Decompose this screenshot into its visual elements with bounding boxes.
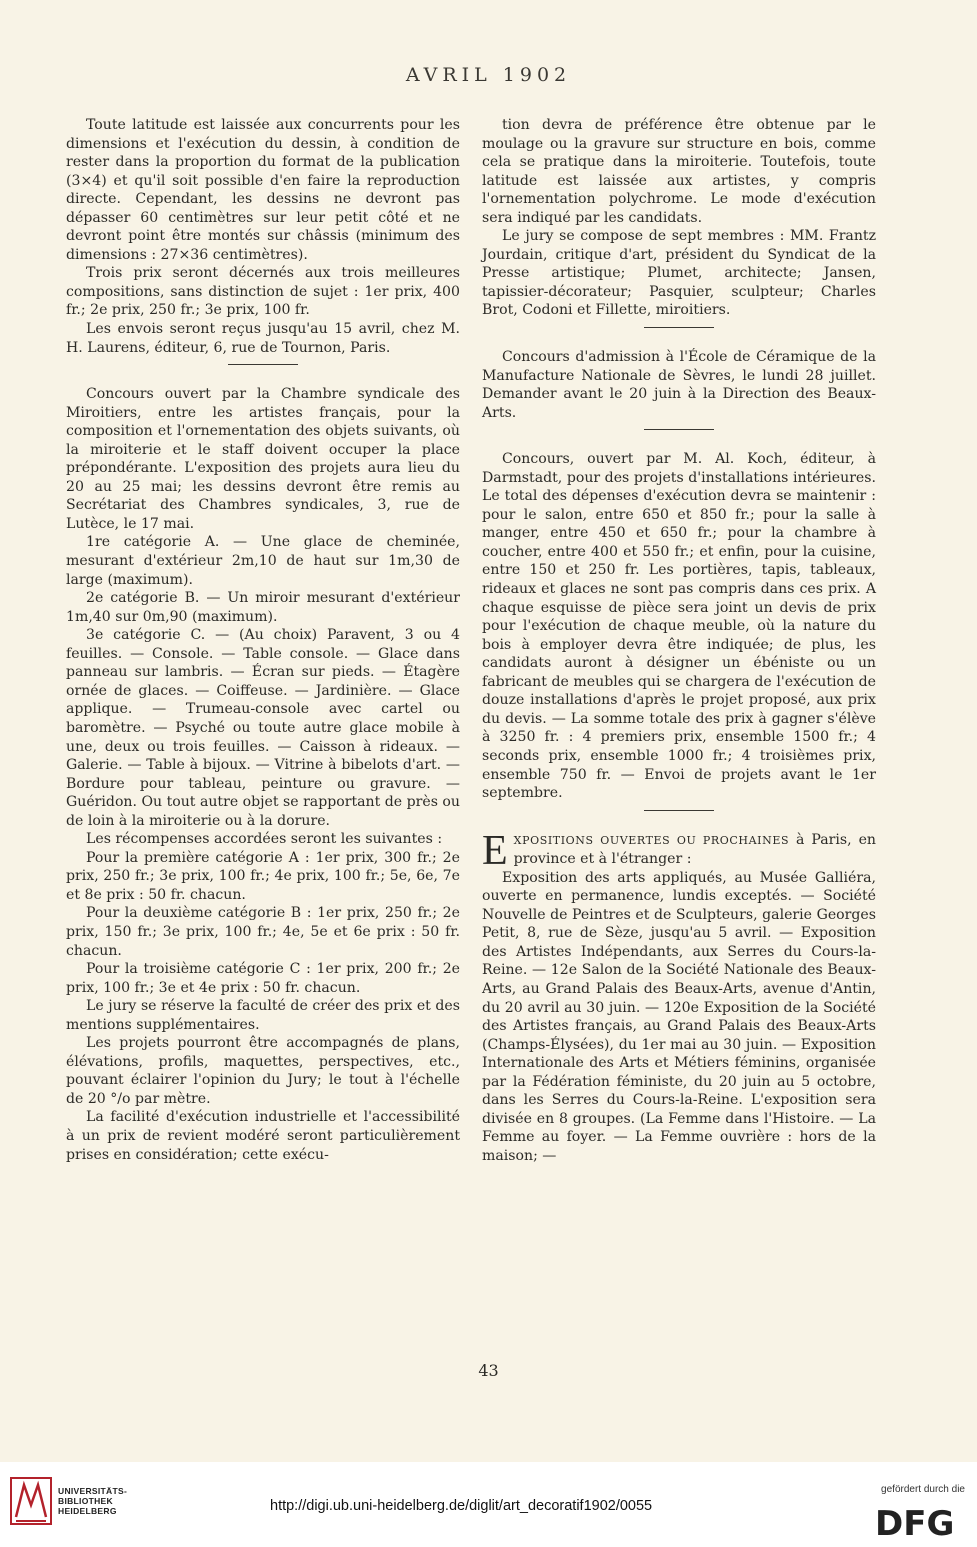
paragraph: Les projets pourront être accompagnés de plans, élévations, profils, maquettes, perspectives, etc., pouvant éclairer l'opinion du Jury; le tout à l'échelle de 20 °/o par mètre. (66, 1035, 460, 1107)
dfg-logo-text: DFG (875, 1504, 955, 1540)
paragraph: Les récompenses accordées seront les suivantes : (86, 831, 443, 848)
paragraph: Concours d'admission à l'École de Céramique de la Manufacture Nationale de Sèvres, le lundi 28 juillet. Demander avant le 20 juin à la Direction des Beaux-Arts. (482, 349, 876, 421)
university-library-logo-icon (10, 1477, 52, 1525)
running-head: AVRIL 1902 (405, 64, 572, 86)
library-name-line: BIBLIOTHEK (58, 1496, 113, 1506)
paragraph: 3e catégorie C. — (Au choix) Paravent, 3 ou 4 feuilles. — Console. — Table console. — Glace dans panneau sur lambris. — Écran sur pieds. — Étagère ornée de glaces. — Coiffeuse. — Jardinière. — Glace applique. — Trumeau-console avec cartel ou baromètre. — Psyché ou toute autre glace mobile à une, deux ou trois feuilles. — Caisson à rideaux. — Galerie. — Table à bijoux. — Vitrine à bibelots d'art. — Bordure pour tableau, peinture ou gravure. — Guéridon. Ou tout autre objet se rapportant de près ou de loin à la miroiterie ou à la dorure. (66, 627, 460, 829)
paragraph: Concours, ouvert par M. Al. Koch, éditeur, à Darmstadt, pour des projets d'installations intérieures. Le total des dépenses d'exécution devra se maintenir : pour le salon, entre 650 et 850 fr.; pour la salle à manger, entre 450 et 650 fr.; pour la chambre à coucher, entre 400 et 550 fr.; et enfin, pour la cuisine, entre 150 et 250 fr. Les portières, tapis, tableaux, rideaux et glaces ne sont pas compris dans ces prix. A chaque esquisse de pièce sera joint un devis de prix pour l'exécution de chaque meuble, où la nature du bois à employer devra être indiquée; de plus, les candidats auront à désigner un ébéniste ou un fabricant de meubles qui se chargera de l'exécution de douze installations d'après le projet proposé, aux prix du devis. — La somme totale des prix à gagner s'élève à 3250 fr. : 4 premiers prix, ensemble 1500 fr.; 4 seconds prix, ensemble 1000 fr.; 4 troisièmes prix, ensemble 750 fr. — Envoi de projets avant le 1er septembre. (482, 451, 876, 802)
paragraph: Les envois seront reçus jusqu'au 15 avril, chez M. H. Laurens, éditeur, 6, rue de Tournon, Paris. (66, 321, 460, 356)
paragraph: Le jury se réserve la faculté de créer des prix et des mentions supplémentaires. (66, 998, 460, 1033)
drop-cap: E (482, 827, 508, 874)
sponsor-text: gefördert durch die (881, 1484, 965, 1495)
dfg-logo-icon (875, 1504, 959, 1540)
left-column (66, 116, 460, 1164)
paragraph: La facilité d'exécution industrielle et l'accessibilité à un prix de revient modéré seront particulièrement prises en considération; cette exécu- (66, 1109, 460, 1163)
digitization-footer (0, 1462, 977, 1547)
library-name (58, 1486, 127, 1516)
paragraph: 1re catégorie A. — Une glace de cheminée, mesurant d'extérieur 2m,10 de haut sur 1m,30 de large (maximum). (66, 534, 460, 588)
right-column (482, 116, 876, 1165)
paragraph: Le jury se compose de sept membres : MM. Frantz Jourdain, critique d'art, président du Syndicat de la Presse artistique; Plumet, architecte; Jansen, tapissier-décorateur; Pasquier, sculpteur; Charles Brot, Codoni et Fillette, miroitiers. (482, 228, 876, 319)
library-name-line: HEIDELBERG (58, 1506, 117, 1516)
section-divider (228, 364, 298, 365)
source-url-link[interactable]: http://digi.ub.uni-heidelberg.de/diglit/art_decoratif1902/0055 (270, 1498, 653, 1514)
section-divider (644, 429, 714, 430)
heading-rest: à Paris, en province et à l'étranger : (513, 831, 876, 868)
paragraph: Pour la deuxième catégorie B : 1er prix, 250 fr.; 2e prix, 150 fr.; 3e prix, 100 fr.; 4e, 5e et 6e prix : 50 fr. chacun. (66, 905, 460, 959)
small-caps-lead: XPOSITIONS OUVERTES OU PROCHAINES (513, 833, 790, 847)
section-divider (644, 810, 714, 811)
paragraph: 2e catégorie B. — Un miroir mesurant d'extérieur 1m,40 sur 0m,90 (maximum). (66, 590, 460, 625)
paragraph: Toute latitude est laissée aux concurrents pour les dimensions et l'exécution du dessin, à condition de rester dans la proportion du format de la publication (3×4) et qu'il soit possible d'en faire la reproduction directe. Cependant, les dessins ne devront pas dépasser 60 centimètres sur leur petit côté et ne devront point être montés sur châssis (minimum des dimensions : 27×36 centimètres). (66, 117, 460, 263)
page-number: 43 (478, 1361, 499, 1380)
paragraph: Pour la première catégorie A : 1er prix, 300 fr.; 2e prix, 250 fr.; 3e prix, 100 fr.; 4e prix, 100 fr.; 5e, 6e, 7e et 8e prix : 50 fr. chacun. (66, 849, 460, 903)
paragraph: Pour la troisième catégorie C : 1er prix, 200 fr.; 2e prix, 100 fr.; 3e et 4e prix : 50 fr. chacun. (66, 961, 460, 996)
paragraph: Concours ouvert par la Chambre syndicale des Miroitiers, entre les artistes français, pour la composition et l'ornementation des objets suivants, où la miroiterie et le staff doivent occuper la place prépondérante. L'exposition des projets aura lieu du 20 au 25 mai; les dessins devront être remis au Secrétariat des Chambres syndicales, 3, rue de Lutèce, le 17 mai. (66, 386, 460, 532)
section-divider (644, 327, 714, 328)
expositions-heading (482, 827, 876, 874)
library-name-line: UNIVERSITÄTS- (58, 1486, 128, 1496)
paragraph: Trois prix seront décernés aux trois meilleures compositions, sans distinction de sujet : 1er prix, 400 fr.; 2e prix, 250 fr.; 3e prix, 100 fr. (66, 265, 460, 319)
paragraph: Exposition des arts appliqués, au Musée Galliéra, ouverte en permanence, lundis exceptés. — Société Nouvelle de Peintres et de Sculpteurs, galerie Georges Petit, 8, rue de Sèze, jusqu'au 5 avril. — Exposition des Artistes Indépendants, aux Serres du Cours-la-Reine. — 12e Salon de la Société Nationale des Beaux-Arts, au Grand Palais des Beaux-Arts, avenue d'Antin, du 20 avril au 30 juin. — 120e Exposition de la Société des Artistes français, au Grand Palais des Beaux-Arts (Champs-Élysées), du 1er mai au 30 juin. — Exposition Internationale des Arts et Métiers féminins, organisée par la Fédération féministe, du 20 juin au 5 octobre, dans les Serres du Cours-la-Reine. L'exposition sera divisée en 8 groupes. (La Femme dans l'Histoire. — La Femme au foyer. — La Femme ouvrière : hors de la maison; — (482, 869, 876, 1164)
paragraph: tion devra de préférence être obtenue par le moulage ou la gravure sur structure en bois, comme cela se pratique dans la miroiterie. Toutefois, toute latitude est laissée aux artistes, y compris l'ornementation polychrome. Le mode d'exécution sera indiqué par les candidats. (482, 117, 876, 226)
